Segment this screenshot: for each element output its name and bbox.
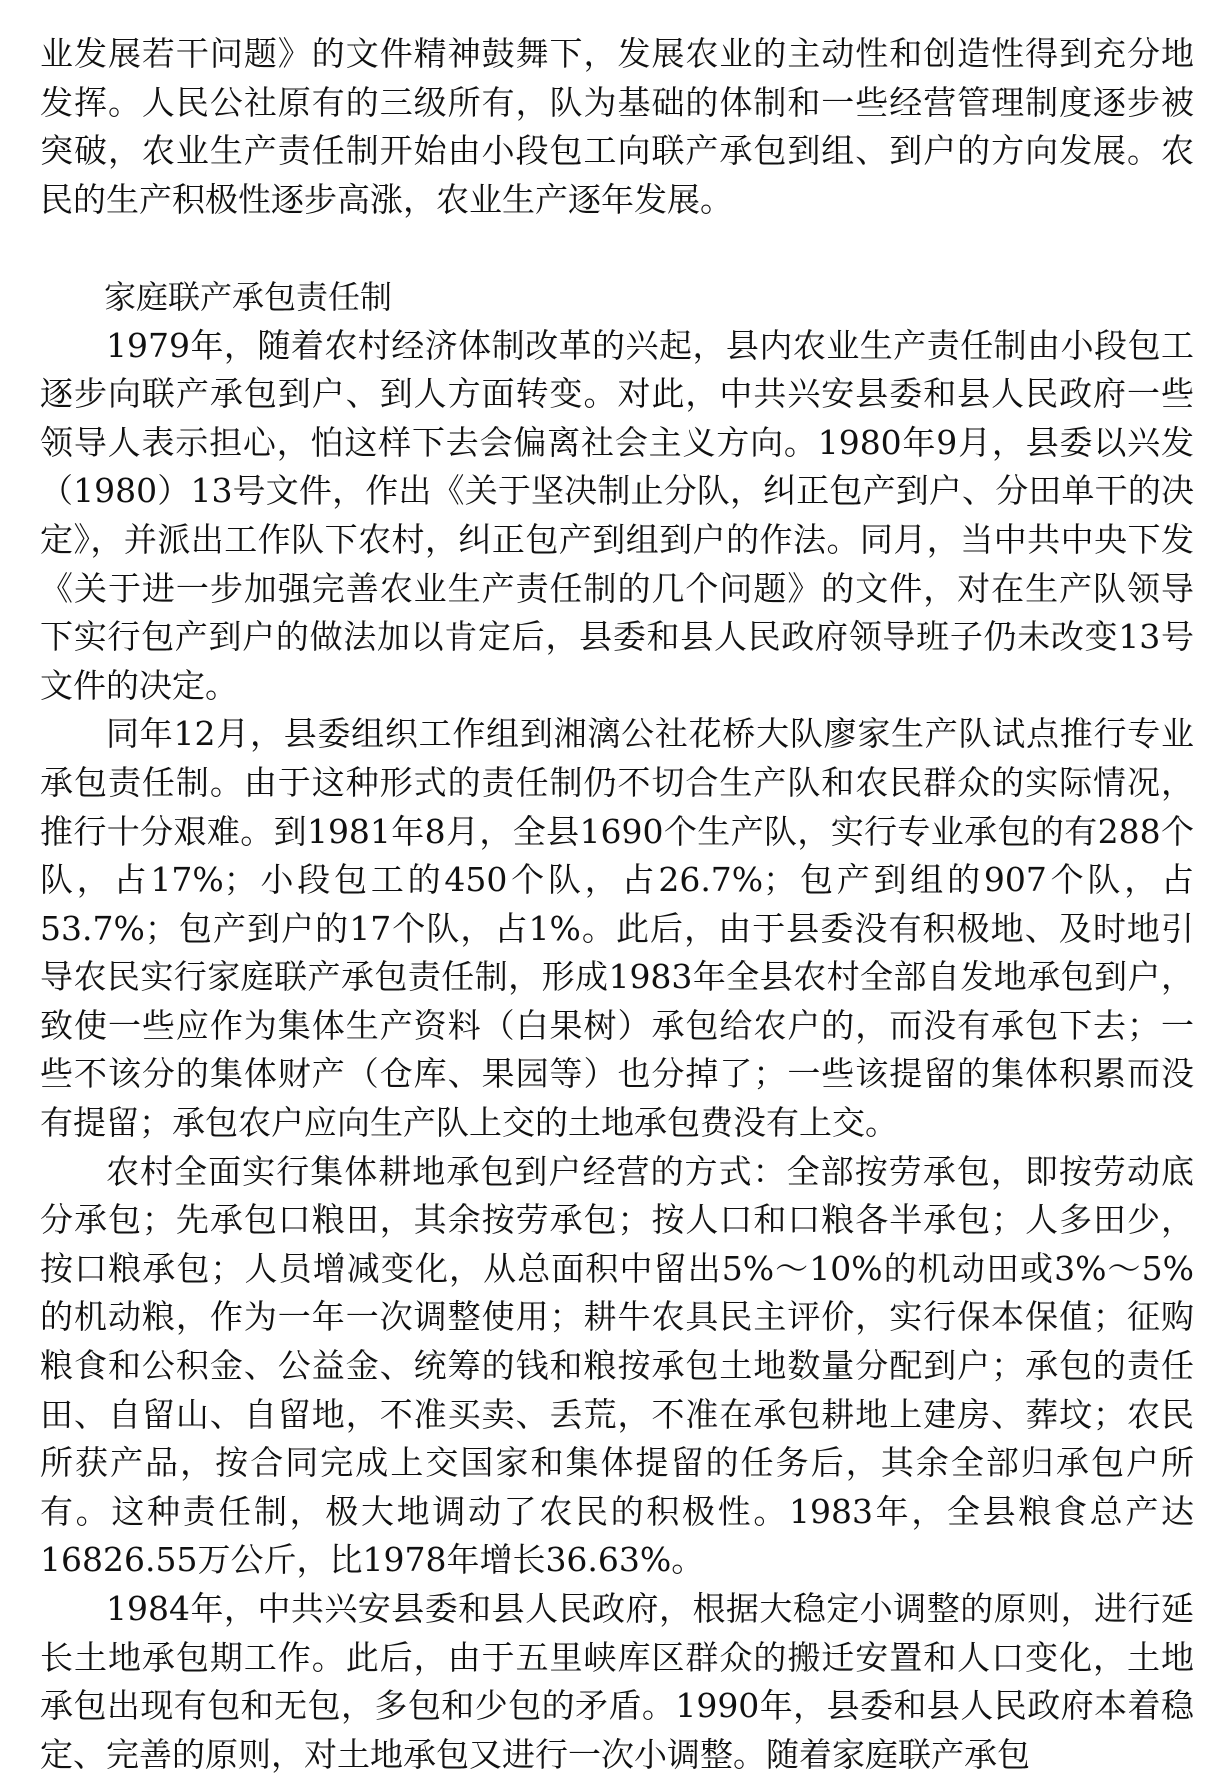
lead-paragraph: 业发展若干问题》的文件精神鼓舞下，发展农业的主动性和创造性得到充分地发挥。人民公社原有的三级所有，队为基础的体制和一些经营管理制度逐步被突破，农业生产责任制开始由小段包工向联产承包到组、到户的方向发展。农民的生产积极性逐步高涨，农业生产逐年发展。: [40, 34, 1194, 219]
body-paragraph-1: 1979年，随着农村经济体制改革的兴起，县内农业生产责任制由小段包工逐步向联产承包到户、到人方面转变。对此，中共兴安县委和县人民政府一些领导人表示担心，怕这样下去会偏离社会主义方向。1980年9月，县委以兴发（1980）13号文件，作出《关于坚决制止分队，纠正包产到户、分田单干的决定》，并派出工作队下农村，纠正包产到组到户的作法。同月，当中共中央下发《关于进一步加强完善农业生产责任制的几个问题》的文件，对在生产队领导下实行包产到户的做法加以肯定后，县委和县人民政府领导班子仍未改变13号文件的决定。: [40, 325, 1194, 705]
paragraph-spacer: [40, 224, 1194, 273]
body-paragraph-4: 1984年，中共兴安县委和县人民政府，根据大稳定小调整的原则，进行延长土地承包期工作。此后，由于五里峡库区群众的搬迁安置和人口变化，土地承包出现有包和无包，多包和少包的矛盾。1990年，县委和县人民政府本着稳定、完善的原则，对土地承包又进行一次小调整。随着家庭联产承包: [40, 1589, 1194, 1774]
document-page: [40, 30, 1194, 1779]
body-paragraph-3: 农村全面实行集体耕地承包到户经营的方式：全部按劳承包，即按劳动底分承包；先承包口粮田，其余按劳承包；按人口和口粮各半承包；人多田少，按口粮承包；人员增减变化，从总面积中留出5%～10%的机动田或3%～5%的机动粮，作为一年一次调整使用；耕牛农具民主评价，实行保本保值；征购粮食和公积金、公益金、统筹的钱和粮按承包土地数量分配到户；承包的责任田、自留山、自留地，不准买卖、丢荒，不准在承包耕地上建房、葬坟；农民所获产品，按合同完成上交国家和集体提留的任务后，其余全部归承包户所有。这种责任制，极大地调动了农民的积极性。1983年，全县粮食总产达16826.55万公斤，比1978年增长36.63%。: [40, 1151, 1194, 1580]
body-paragraph-2: 同年12月，县委组织工作组到湘漓公社花桥大队廖家生产队试点推行专业承包责任制。由于这种形式的责任制仍不切合生产队和农民群众的实际情况，推行十分艰难。到1981年8月，全县1690个生产队，实行专业承包的有288个队，占17%；小段包工的450个队，占26.7%；包产到组的907个队，占53.7%；包产到户的17个队，占1%。此后，由于县委没有积极地、及时地引导农民实行家庭联产承包责任制，形成1983年全县农村全部自发地承包到户，致使一些应作为集体生产资料（白果树）承包给农户的，而没有承包下去；一些不该分的集体财产（仓库、果园等）也分掉了；一些该提留的集体积累而没有提留；承包农户应向生产队上交的土地承包费没有上交。: [40, 714, 1194, 1143]
section-heading: 家庭联产承包责任制: [104, 277, 393, 316]
